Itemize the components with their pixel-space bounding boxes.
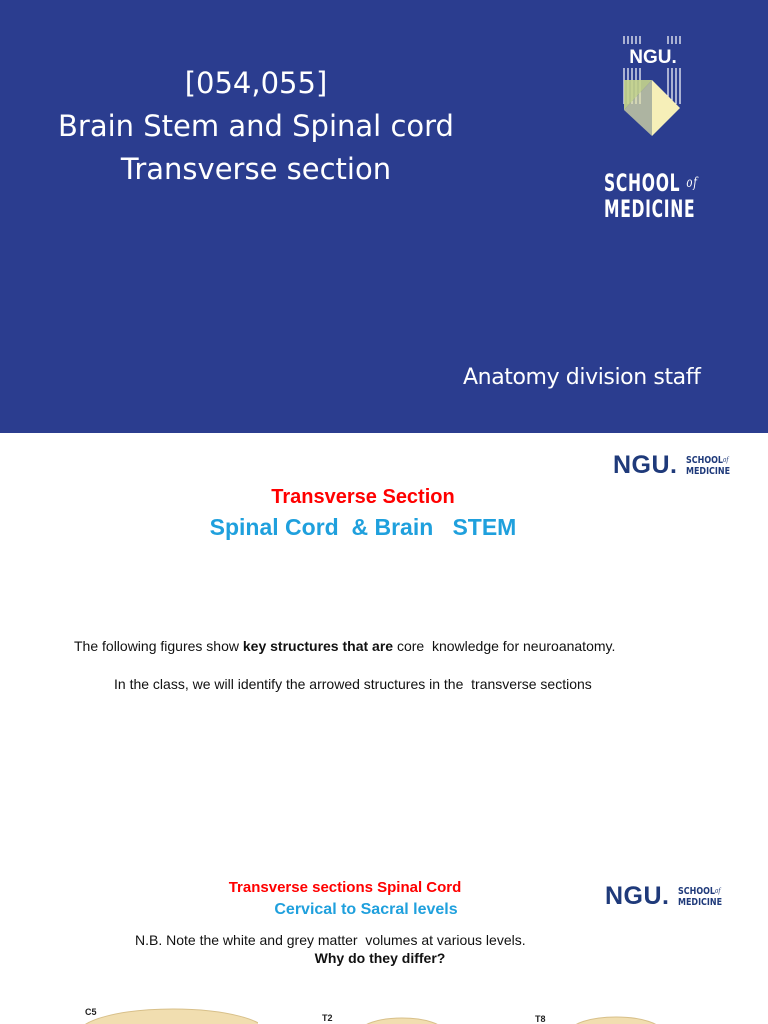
level-label-t2: T2 [322,1013,333,1023]
school-of-medicine-text [604,170,698,222]
slide-code: [054,055] [184,66,328,100]
ngu-logo-small [613,451,741,480]
logo-of-word: of [686,175,698,191]
section-heading: Transverse Section [271,486,455,508]
logo-school-word: SCHOOL [604,169,681,197]
logo-school-text: $SCHOOL^{of}$ MEDICINE [685,454,730,477]
logo-ngu-text: NGU. [629,47,677,68]
level-label-c5: C5 [85,1007,97,1017]
slide-title-line2: Transverse section [120,152,392,186]
intro-paragraph: The following figures show key structures that are core knowledge for neuroanatomy. [74,638,616,654]
logo-ngu-text: NGU. [613,451,678,479]
note-text: N.B. Note the white and grey matter volumes at various levels. [135,932,526,948]
instruction-paragraph: In the class, we will identify the arrowed structures in the transverse sections [114,676,592,692]
level-label-t8: T8 [535,1014,546,1024]
section-subheading: Spinal Cord & Brain STEM [209,514,517,540]
spinal-cord-section-t8 [560,1012,670,1024]
author-line: Anatomy division staff [463,365,701,390]
logo-school-text: $SCHOOL^{of}$ MEDICINE [677,885,722,908]
key-phrase: key structures that are [242,638,394,654]
question-text: Why do they differ? [314,950,446,966]
spinal-cord-section-t2 [350,1014,450,1024]
spinal-cord-section-c5 [68,1004,258,1024]
section-subheading: Cervical to Sacral levels [274,901,458,918]
slide-title: Brain Stem and Spinal cord [58,109,454,143]
section-heading: Transverse sections Spinal Cord [228,879,462,896]
logo-ngu-text: NGU. [605,882,670,910]
title-slide [0,0,768,433]
logo-medicine-word: MEDICINE [604,195,696,223]
